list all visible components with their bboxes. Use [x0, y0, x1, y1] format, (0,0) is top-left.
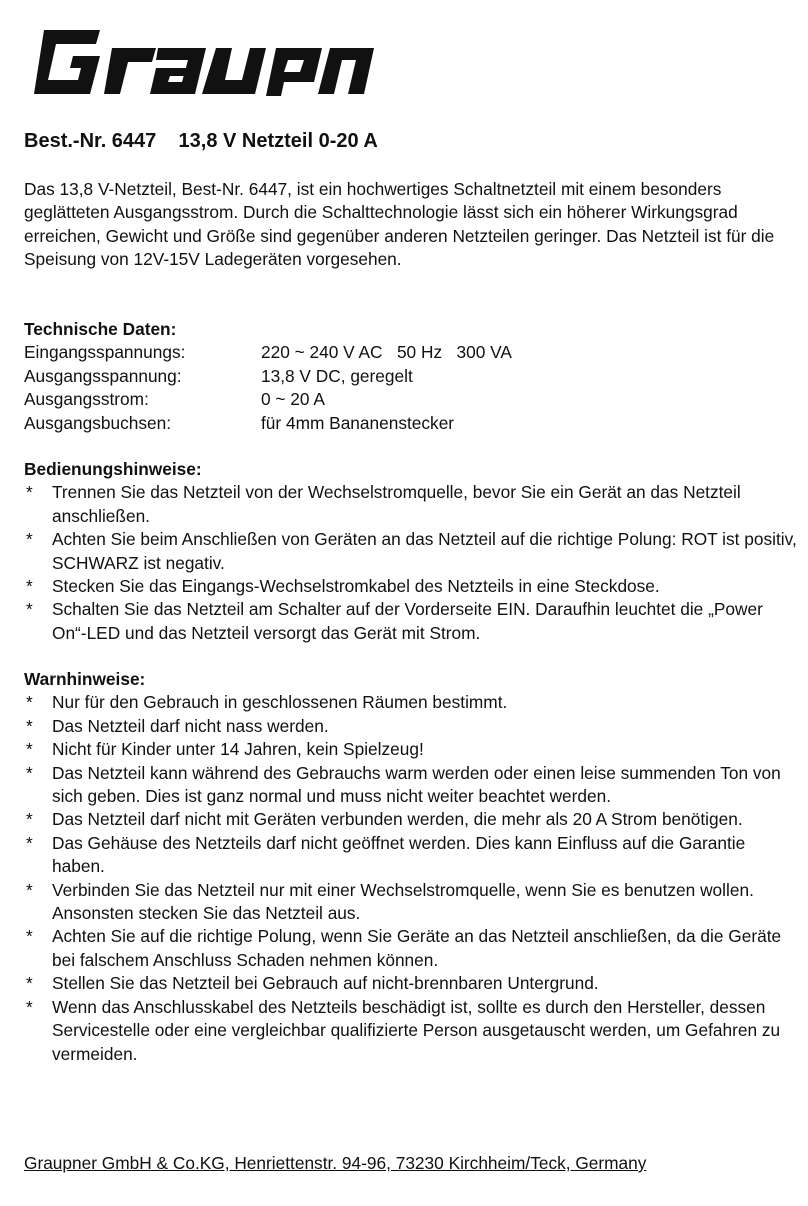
spec-row: [24, 365, 799, 388]
list-item: * Schalten Sie das Netzteil am Schalter auf der Vorderseite EIN. Daraufhin leuchtet die „Power On“-LED und das Netzteil versorgt das Gerät mit Strom.: [26, 599, 763, 643]
warnings-heading: Warnhinweise:: [24, 669, 146, 689]
spec-row: [24, 388, 799, 411]
list-item: * Nur für den Gebrauch in geschlossenen Räumen bestimmt.: [24, 691, 799, 714]
company-address: Graupner GmbH & Co.KG, Henriettenstr. 94-96, 73230 Kirchheim/Teck, Germany: [24, 1153, 647, 1173]
list-item: * Das Netzteil darf nicht nass werden.: [24, 715, 799, 738]
spec-label: Ausgangsspannung:: [24, 365, 182, 386]
list-item: * Das Gehäuse des Netzteils darf nicht geöffnet werden. Dies kann Einfluss auf die Garantie haben.: [26, 832, 746, 877]
asterisk-bullet: *: [26, 879, 33, 900]
operating-heading: Bedienungshinweise:: [24, 459, 202, 479]
warnings-list: [24, 691, 799, 1066]
spec-label: Ausgangsbuchsen:: [24, 412, 172, 433]
spec-value: 0 ~ 20 A: [261, 389, 325, 410]
asterisk-bullet: *: [26, 599, 33, 620]
operating-list: [24, 481, 799, 645]
spec-row: [24, 412, 799, 435]
list-item: * Verbinden Sie das Netzteil nur mit einer Wechselstromquelle, wenn Sie es benutzen wollen. Ansonsten stecken Sie das Netzteil aus.: [26, 879, 754, 924]
asterisk-bullet: *: [26, 926, 33, 947]
asterisk-bullet: *: [26, 482, 33, 503]
spec-label: Eingangsspannungs:: [24, 342, 186, 363]
list-item: * Trennen Sie das Netzteil von der Wechselstromquelle, bevor Sie ein Gerät an das Netzteil anschließen.: [26, 482, 741, 526]
page-title: Best.-Nr. 6447 13,8 V Netzteil 0-20 A: [24, 130, 378, 152]
asterisk-bullet: *: [26, 996, 33, 1017]
spec-value: für 4mm Bananenstecker: [261, 412, 455, 433]
asterisk-bullet: *: [26, 576, 33, 597]
asterisk-bullet: *: [26, 809, 33, 830]
asterisk-bullet: *: [26, 762, 33, 783]
graupner-logo: [30, 26, 375, 98]
list-item: * Nicht für Kinder unter 14 Jahren, kein Spielzeug!: [24, 738, 799, 761]
list-item: * Das Netzteil kann während des Gebrauchs warm werden oder einen leise summenden Ton von sich geben. Dies ist ganz normal und muss nicht weiter beachtet werden.: [26, 762, 781, 807]
asterisk-bullet: *: [26, 529, 33, 550]
intro-paragraph: Das 13,8 V-Netzteil, Best-Nr. 6447, ist ein hochwertiges Schaltnetzteil mit einem besonders geglätteten Ausgangsstrom. Durch die Schalttechnologie lässt sich ein höherer Wirkungsgrad erreichen, Gewicht und Größe sind gegenüber anderen Netzteilen geringer. Das Netzteil ist für die Speisung von 12V-15V Ladegeräten vorgesehen.: [24, 179, 775, 270]
list-item: * Stellen Sie das Netzteil bei Gebrauch auf nicht-brennbaren Untergrund.: [24, 972, 799, 995]
asterisk-bullet: *: [26, 715, 33, 736]
list-item: * Wenn das Anschlusskabel des Netzteils beschädigt ist, sollte es durch den Hersteller, dessen Servicestelle oder eine vergleichbar qualifizierte Person ausgetauscht werden, um Gefahren zu vermeiden.: [26, 996, 781, 1064]
list-item: * Stecken Sie das Eingangs-Wechselstromkabel des Netzteils in eine Steckdose.: [24, 575, 799, 598]
asterisk-bullet: *: [26, 973, 33, 994]
list-item: * Achten Sie auf die richtige Polung, wenn Sie Geräte an das Netzteil anschließen, da die Geräte bei falschem Anschluss Schaden nehmen können.: [26, 926, 782, 970]
spec-value: 13,8 V DC, geregelt: [261, 365, 413, 386]
list-item: * Achten Sie beim Anschließen von Geräten an das Netzteil auf die richtige Polung: ROT ist positiv, SCHWARZ ist negativ.: [26, 529, 797, 573]
spec-value: 220 ~ 240 V AC 50 Hz 300 VA: [261, 342, 512, 363]
tech-specs-heading: Technische Daten:: [24, 319, 177, 339]
operating-section: [24, 458, 799, 645]
warnings-section: [24, 668, 799, 1066]
list-item: * Das Netzteil darf nicht mit Geräten verbunden werden, die mehr als 20 A Strom benötigen.: [24, 808, 799, 831]
asterisk-bullet: *: [26, 692, 33, 713]
asterisk-bullet: *: [26, 739, 33, 760]
spec-label: Ausgangsstrom:: [24, 389, 149, 410]
asterisk-bullet: *: [26, 832, 33, 853]
tech-specs-section: [24, 318, 799, 435]
spec-row: [24, 341, 799, 364]
